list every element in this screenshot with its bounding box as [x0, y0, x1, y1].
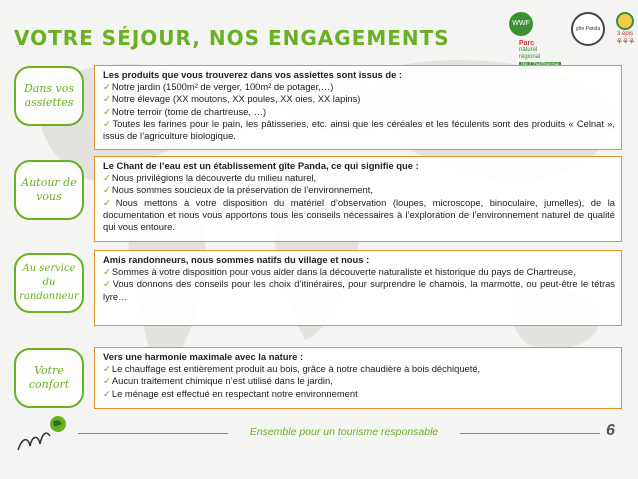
- list-item: ✓ Sommes à votre disposition pour vous aider dans la découverte naturaliste et historique du pays de Chartreuse,: [103, 266, 615, 278]
- footer-tagline: Ensemble pour un tourisme responsable: [249, 426, 439, 438]
- gites-de-france-badge-icon: [616, 12, 634, 30]
- list-item: ✓ Nous mettons à votre disposition du matériel d’observation (loupes, microscope, binoculaire, jumelles), de la documentation et nous vous apportons tous les conseils nécessaires à l’exploration de l’environnement naturel de qualité qui vous entoure.: [103, 197, 615, 234]
- list-item: ✓ Notre élevage (XX moutons, XX poules, XX oies, XX lapins): [103, 93, 615, 105]
- list-item: ✓ Notre jardin (1500m² de verger, 100m² de potager,…): [103, 81, 615, 93]
- section-heading: Amis randonneurs, nous sommes natifs du village et nous :: [103, 254, 370, 265]
- label-dans-vos-assiettes: Dans vos assiettes: [14, 66, 84, 126]
- parc-line1: Parc: [519, 40, 535, 47]
- epis-text: 3 épis: [616, 31, 633, 37]
- list-item: ✓ Notre terroir (tome de chartreuse, …): [103, 106, 615, 118]
- section-au-service-du-randonneur: [94, 250, 622, 326]
- page-title: VOTRE SÉJOUR, NOS ENGAGEMENTS: [14, 26, 450, 50]
- section-dans-vos-assiettes: [94, 65, 622, 150]
- list-item: ✓ Toutes les farines pour le pain, les pâtisseries, etc. ainsi que les céréales et les féculents sont des produits « Celnat », issus de l’agriculture biologique.: [103, 118, 615, 142]
- footer-divider-right: [460, 433, 600, 434]
- gite-panda-logo-icon: gîte Panda: [571, 12, 605, 46]
- wheat-icons: ⚘⚘⚘: [615, 37, 635, 46]
- footer-divider-left: [78, 433, 228, 434]
- section-heading: Le Chant de l’eau est un établissement gîte Panda, ce qui signifie que :: [103, 160, 419, 171]
- section-autour-de-vous: [94, 156, 622, 242]
- panda-logo-icon: WWF: [509, 12, 533, 36]
- list-item: ✓ Aucun traitement chimique n’est utilisé dans le jardin,: [103, 375, 615, 387]
- label-autour-de-vous: Autour de vous: [14, 160, 84, 220]
- label-votre-confort: Votre confort: [14, 348, 84, 408]
- section-votre-confort: [94, 347, 622, 409]
- parc-line3: régional: [519, 54, 541, 60]
- list-item: ✓ Nous privilégions la découverte du milieu naturel,: [103, 172, 615, 184]
- list-item: ✓ Le chauffage est entièrement produit au bois, grâce à notre chaudière à bois déchiqueté,: [103, 363, 615, 375]
- labels-logos: [505, 8, 635, 66]
- list-item: ✓ Vous donnons des conseils pour les choix d’itinéraires, pour surprendre le chamois, la marmotte, ou peut-être le tétras lyre…: [103, 278, 615, 302]
- list-item: ✓ Le ménage est effectué en respectant notre environnement: [103, 388, 615, 400]
- label-au-service-du-randonneur: Au service du randonneur: [14, 253, 84, 313]
- parc-line2: naturel: [519, 47, 538, 53]
- footer-logo-icon: [14, 410, 70, 458]
- gites-de-france-epis-logo: [613, 12, 637, 46]
- section-heading: Vers une harmonie maximale avec la nature :: [103, 351, 304, 362]
- section-heading: Les produits que vous trouverez dans vos assiettes sont issus de :: [103, 69, 403, 80]
- list-item: ✓ Nous sommes soucieux de la préservation de l’environnement,: [103, 184, 615, 196]
- page-number: 6: [606, 422, 615, 439]
